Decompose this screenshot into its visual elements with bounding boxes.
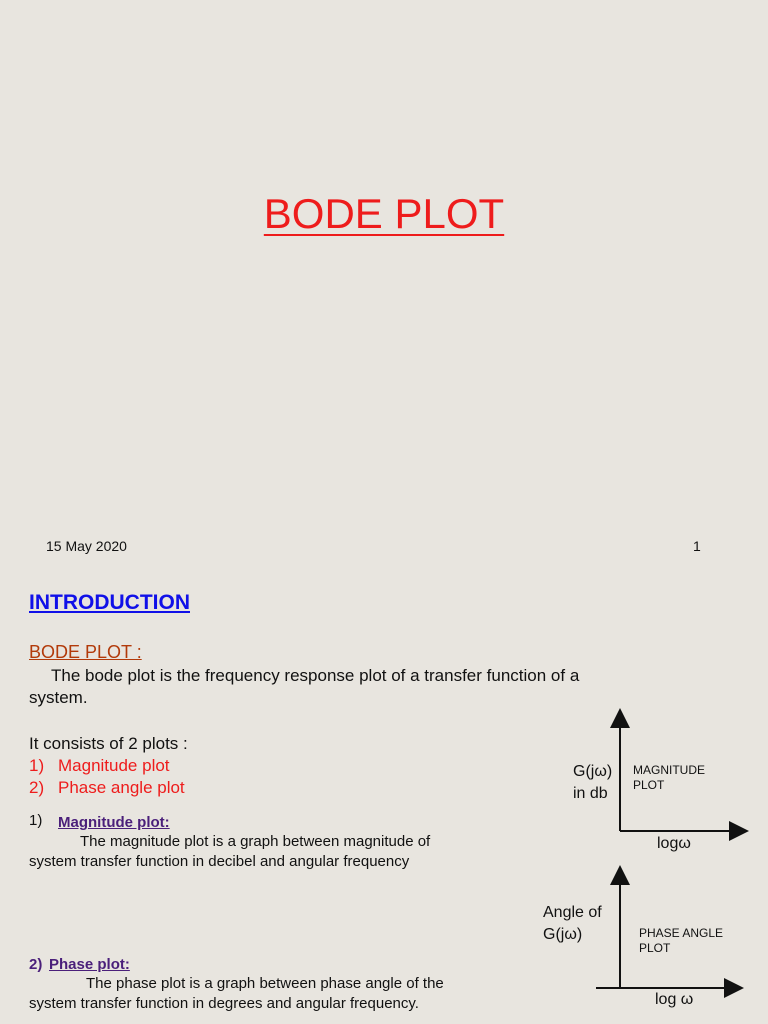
introduction-heading: INTRODUCTION: [29, 591, 190, 614]
phase-description-line-2: system transfer function in degrees and angular frequency.: [29, 995, 419, 1012]
magnitude-section-title: Magnitude plot:: [58, 814, 170, 831]
slide-date: 15 May 2020: [46, 538, 127, 554]
bode-plot-subheading: BODE PLOT :: [29, 642, 142, 662]
slide-title: BODE PLOT: [263, 190, 505, 237]
list-item-2-number: 2): [29, 778, 45, 797]
magnitude-caption-line-2: PLOT: [633, 778, 665, 792]
definition-line-1: The bode plot is the frequency response plot of a transfer function of a: [51, 666, 580, 685]
magnitude-description-line-2: system transfer function in decibel and angular frequency: [29, 853, 410, 870]
phase-caption-line-2: PLOT: [639, 941, 671, 955]
phase-x-label: log ω: [655, 991, 694, 1008]
phase-section-number: 2): [29, 956, 43, 973]
list-item-2-label: Phase angle plot: [58, 778, 185, 797]
consists-of-text: It consists of 2 plots :: [29, 734, 188, 753]
list-item-1-label: Magnitude plot: [58, 756, 170, 775]
magnitude-x-label: logω: [657, 835, 691, 852]
phase-description-line-1: The phase plot is a graph between phase angle of the: [86, 975, 444, 992]
magnitude-y-label-line-2: in db: [573, 785, 608, 802]
magnitude-section-number: 1): [29, 812, 43, 829]
slide-page-number: 1: [693, 538, 701, 554]
list-item-1-number: 1): [29, 756, 45, 775]
definition-line-2: system.: [29, 688, 88, 707]
phase-y-label-line-2: G(jω): [543, 926, 583, 943]
phase-section-title: Phase plot:: [49, 956, 130, 973]
magnitude-caption-line-1: MAGNITUDE: [633, 763, 705, 777]
phase-y-label-line-1: Angle of: [543, 904, 602, 921]
magnitude-y-label-line-1: G(jω): [573, 763, 613, 780]
magnitude-description-line-1: The magnitude plot is a graph between magnitude of: [80, 833, 431, 850]
phase-caption-line-1: PHASE ANGLE: [639, 926, 724, 940]
